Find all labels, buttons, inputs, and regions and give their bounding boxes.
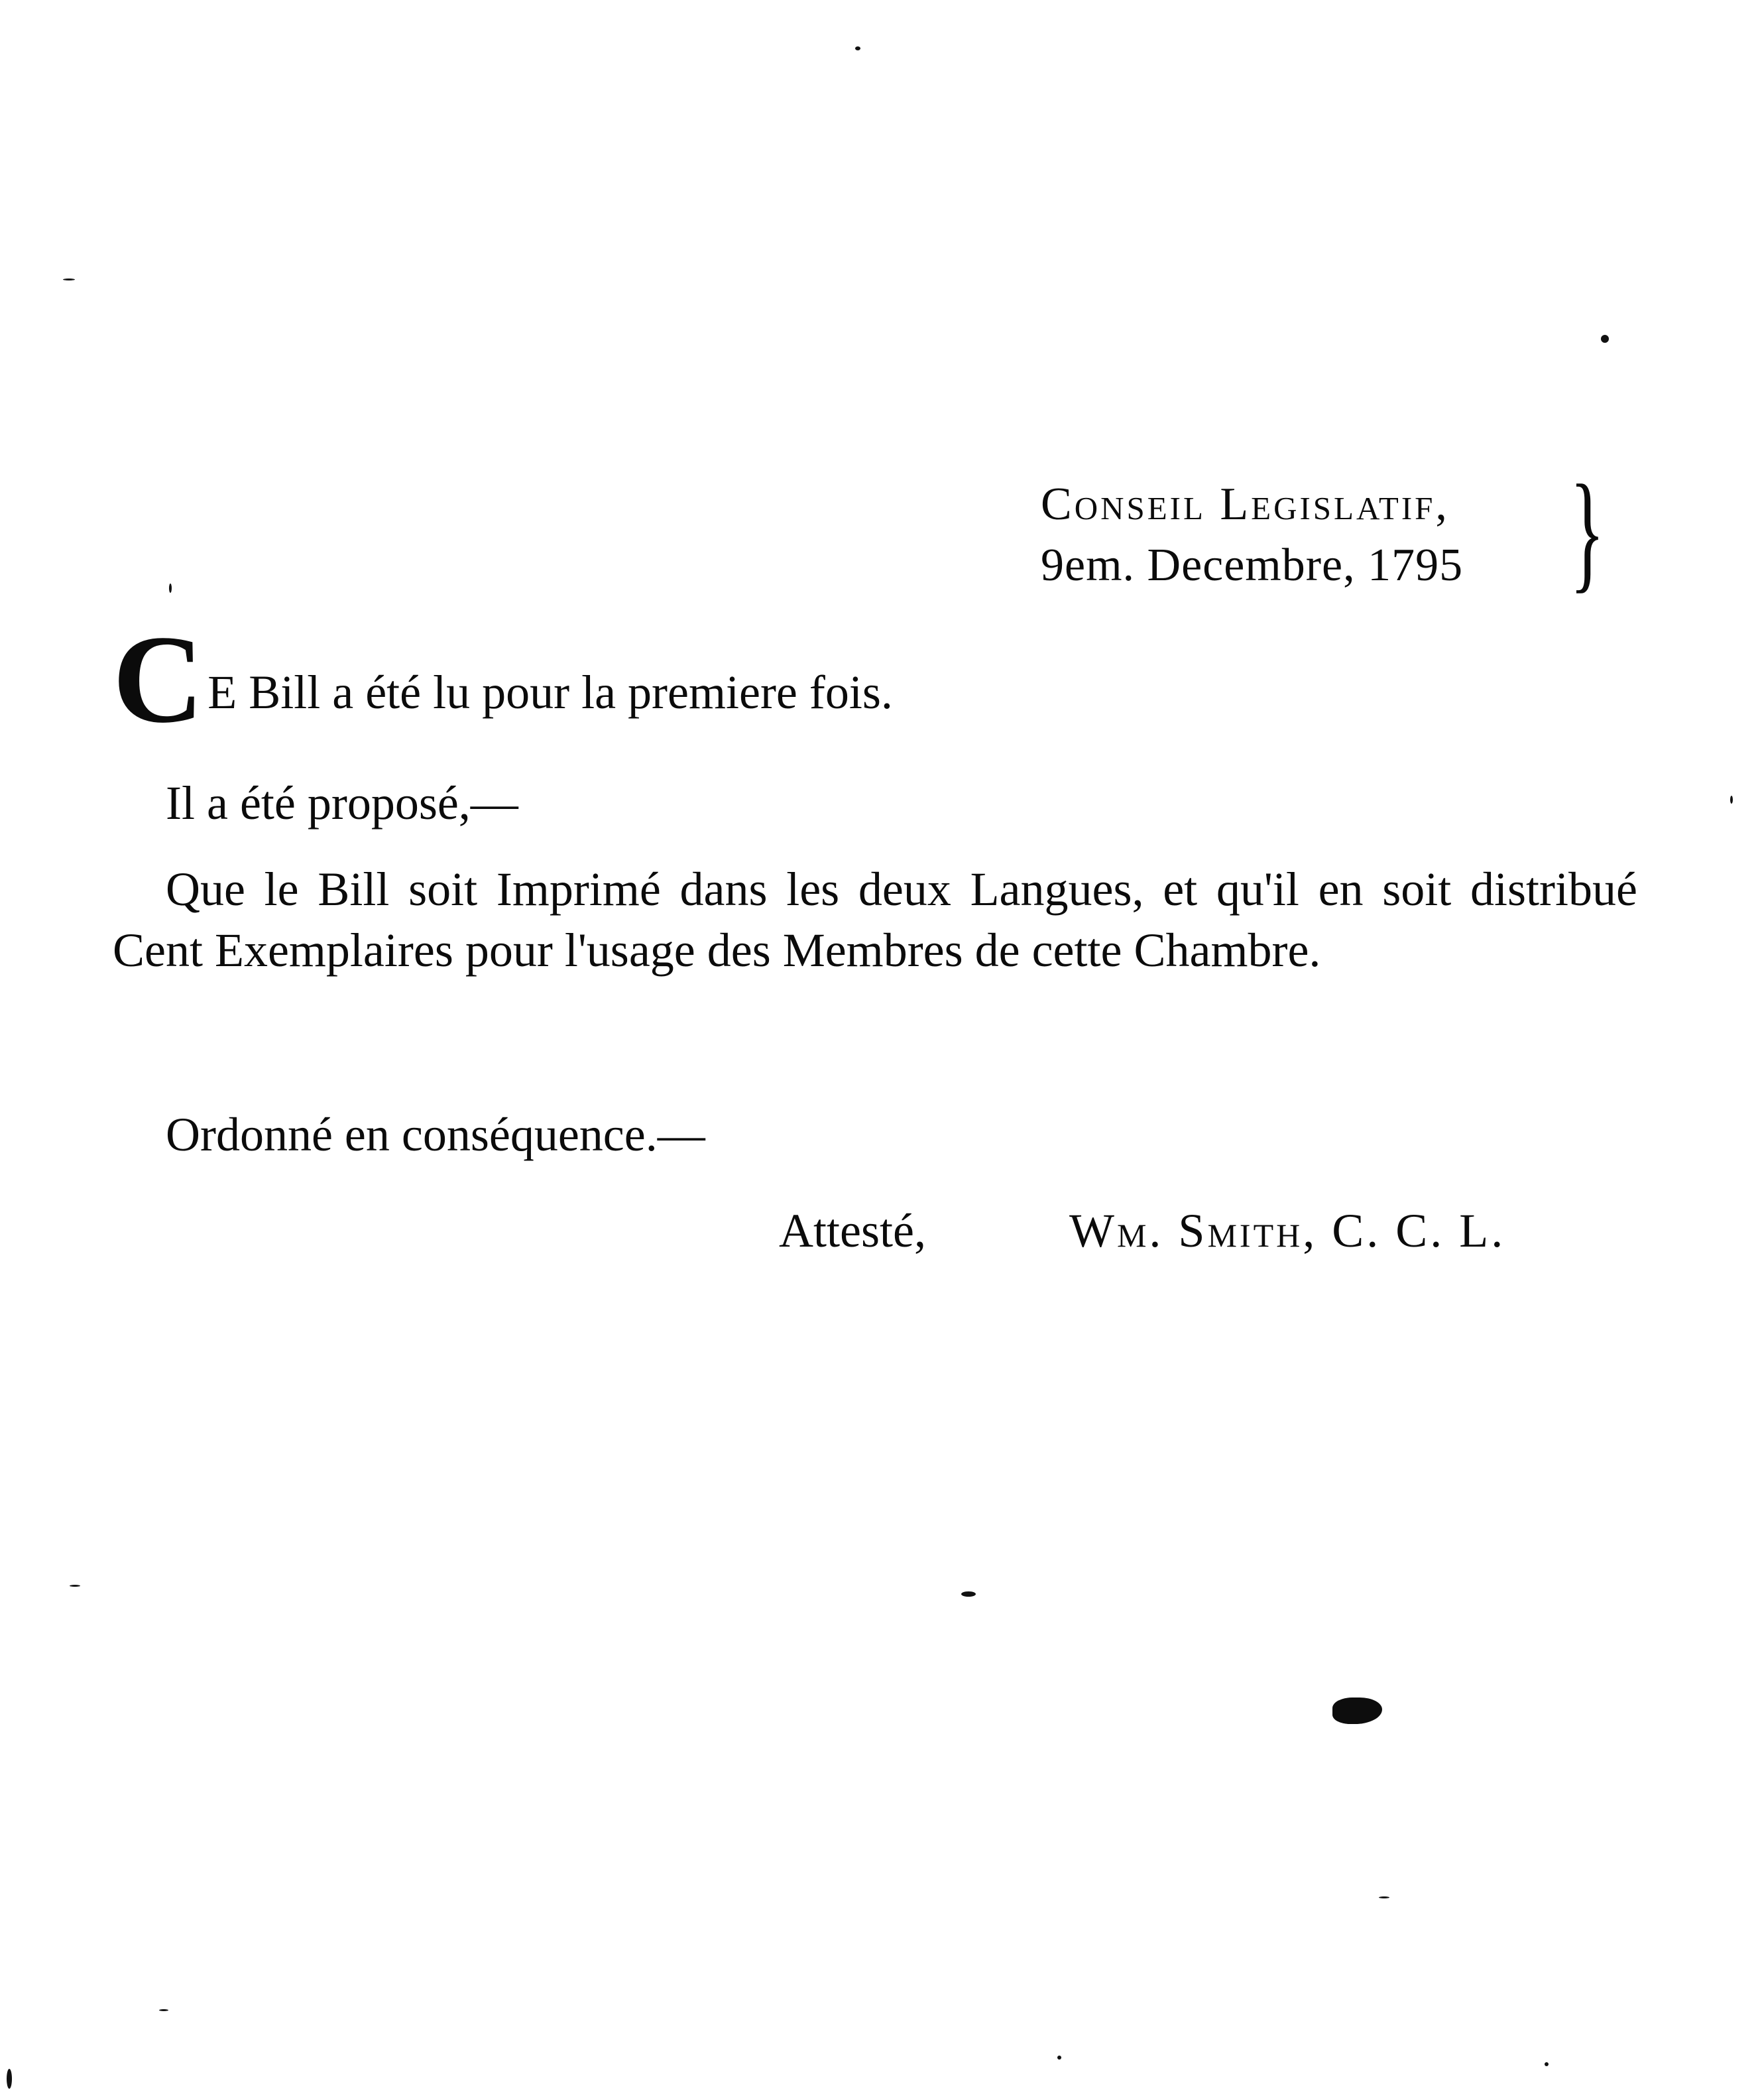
print-speck xyxy=(1601,335,1609,343)
print-speck xyxy=(1730,796,1733,804)
brace-mark: } xyxy=(1570,458,1605,605)
print-speck xyxy=(63,278,75,280)
print-speck xyxy=(961,1591,976,1597)
clerk-signature: Wm. Smith, C. C. L. xyxy=(1069,1204,1506,1257)
attest-label: Attesté, xyxy=(779,1204,926,1257)
print-speck xyxy=(159,2009,168,2011)
header-block xyxy=(1041,458,1637,605)
ordered-line: Ordonné en conséquence.— xyxy=(166,1108,705,1161)
first-reading-line xyxy=(113,610,1637,749)
print-speck xyxy=(1545,2062,1549,2066)
print-speck xyxy=(1379,1896,1389,1898)
council-name: Conseil Legislatif, xyxy=(1041,479,1450,530)
print-speck xyxy=(70,1585,80,1587)
attestation xyxy=(779,1200,1641,1261)
first-reading-text: E Bill a été lu pour la premiere fois. xyxy=(207,666,893,719)
proposed-line: Il a été proposé,— xyxy=(166,776,518,830)
print-speck xyxy=(1057,2056,1061,2060)
print-speck xyxy=(855,46,860,50)
document-date: 9em. Decembre, 1795 xyxy=(1041,540,1464,591)
resolution-paragraph: Que le Bill soit Imprimé dans les deux Langues, et qu'il en soit distribué Cent Exemplaires pour l'usage des Membres de cette Chambre. xyxy=(113,863,1637,977)
drop-cap: C xyxy=(113,610,204,749)
print-speck xyxy=(169,584,172,593)
ink-blot xyxy=(1332,1698,1382,1724)
print-speck xyxy=(7,2069,12,2089)
